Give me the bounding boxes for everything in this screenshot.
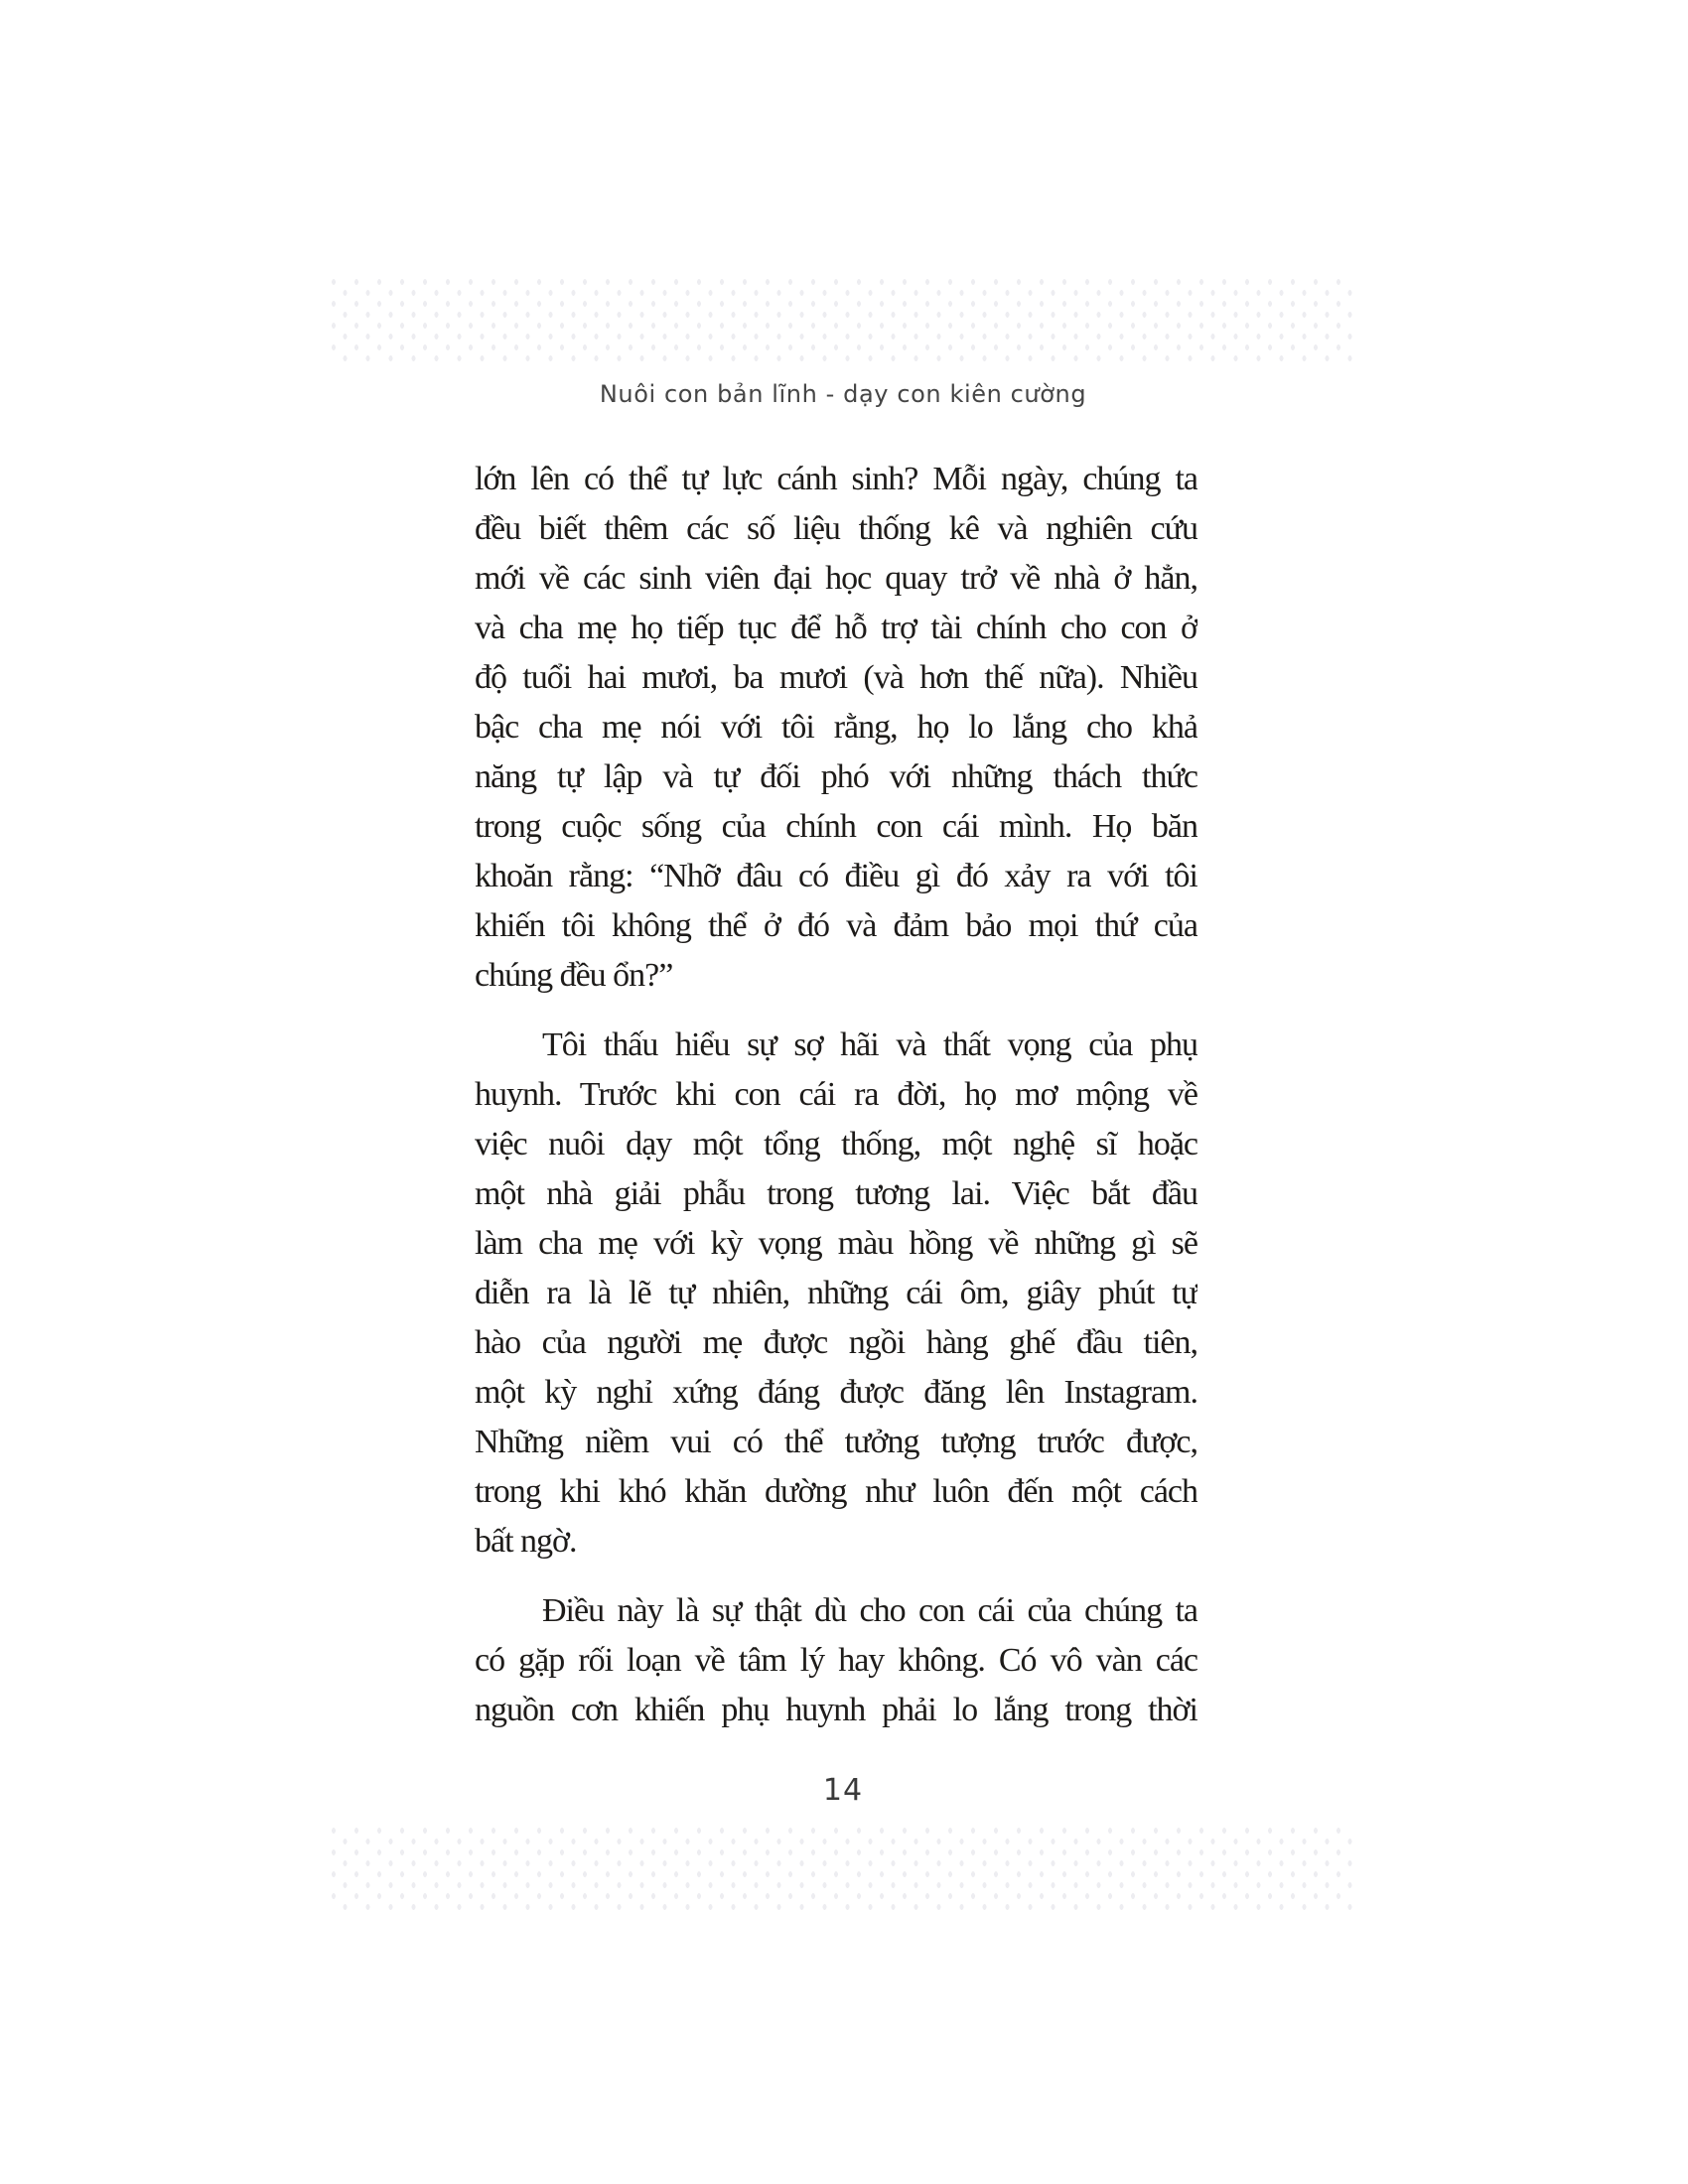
paragraph bbox=[475, 1021, 1197, 1567]
text-line: diễn ra là lẽ tự nhiên, những cái ôm, giây phút tự bbox=[475, 1275, 1197, 1311]
decorative-dot-band-bottom bbox=[328, 1825, 1358, 1912]
text-line: trong khi khó khăn dường như luôn đến một cách bbox=[475, 1473, 1197, 1510]
text-line: bất ngờ. bbox=[475, 1523, 577, 1560]
text-line: nguồn cơn khiến phụ huynh phải lo lắng trong thời bbox=[475, 1692, 1197, 1728]
body-text-block bbox=[475, 455, 1197, 1735]
text-line: làm cha mẹ với kỳ vọng màu hồng về những gì sẽ bbox=[475, 1225, 1197, 1262]
text-line: chúng đều ổn?” bbox=[475, 957, 673, 994]
text-line: huynh. Trước khi con cái ra đời, họ mơ mộng về bbox=[475, 1076, 1197, 1113]
page-number: 14 bbox=[822, 1773, 864, 1808]
text-line: đều biết thêm các số liệu thống kê và nghiên cứu bbox=[475, 510, 1197, 547]
running-header-title: Nuôi con bản lĩnh - dạy con kiên cường bbox=[599, 380, 1087, 408]
text-line: hào của người mẹ được ngồi hàng ghế đầu tiên, bbox=[475, 1324, 1197, 1361]
text-line: Điều này là sự thật dù cho con cái của chúng ta bbox=[542, 1592, 1197, 1629]
decorative-dot-band-top bbox=[328, 276, 1358, 363]
paragraph bbox=[475, 1586, 1197, 1735]
text-line: lớn lên có thể tự lực cánh sinh? Mỗi ngày, chúng ta bbox=[475, 461, 1197, 497]
text-line: có gặp rối loạn về tâm lý hay không. Có vô vàn các bbox=[475, 1642, 1197, 1679]
text-line: Những niềm vui có thể tưởng tượng trước được, bbox=[475, 1424, 1197, 1460]
text-line: việc nuôi dạy một tổng thống, một nghệ sĩ hoặc bbox=[475, 1126, 1197, 1162]
text-line: một nhà giải phẫu trong tương lai. Việc bắt đầu bbox=[475, 1175, 1197, 1212]
text-line: Tôi thấu hiểu sự sợ hãi và thất vọng của phụ bbox=[542, 1026, 1197, 1063]
text-line: một kỳ nghỉ xứng đáng được đăng lên Instagram. bbox=[475, 1374, 1197, 1411]
text-line: mới về các sinh viên đại học quay trở về nhà ở hẳn, bbox=[475, 560, 1197, 597]
text-line: năng tự lập và tự đối phó với những thách thức bbox=[475, 758, 1197, 795]
text-line: bậc cha mẹ nói với tôi rằng, họ lo lắng cho khả bbox=[475, 709, 1197, 746]
paragraph bbox=[475, 455, 1197, 1001]
text-line: độ tuổi hai mươi, ba mươi (và hơn thế nữa). Nhiều bbox=[475, 659, 1197, 696]
text-line: và cha mẹ họ tiếp tục để hỗ trợ tài chính cho con ở bbox=[475, 610, 1197, 646]
text-line: khoăn rằng: “Nhỡ đâu có điều gì đó xảy ra với tôi bbox=[475, 858, 1197, 894]
text-line: trong cuộc sống của chính con cái mình. Họ băn bbox=[475, 808, 1197, 845]
text-line: khiến tôi không thể ở đó và đảm bảo mọi thứ của bbox=[475, 907, 1197, 944]
